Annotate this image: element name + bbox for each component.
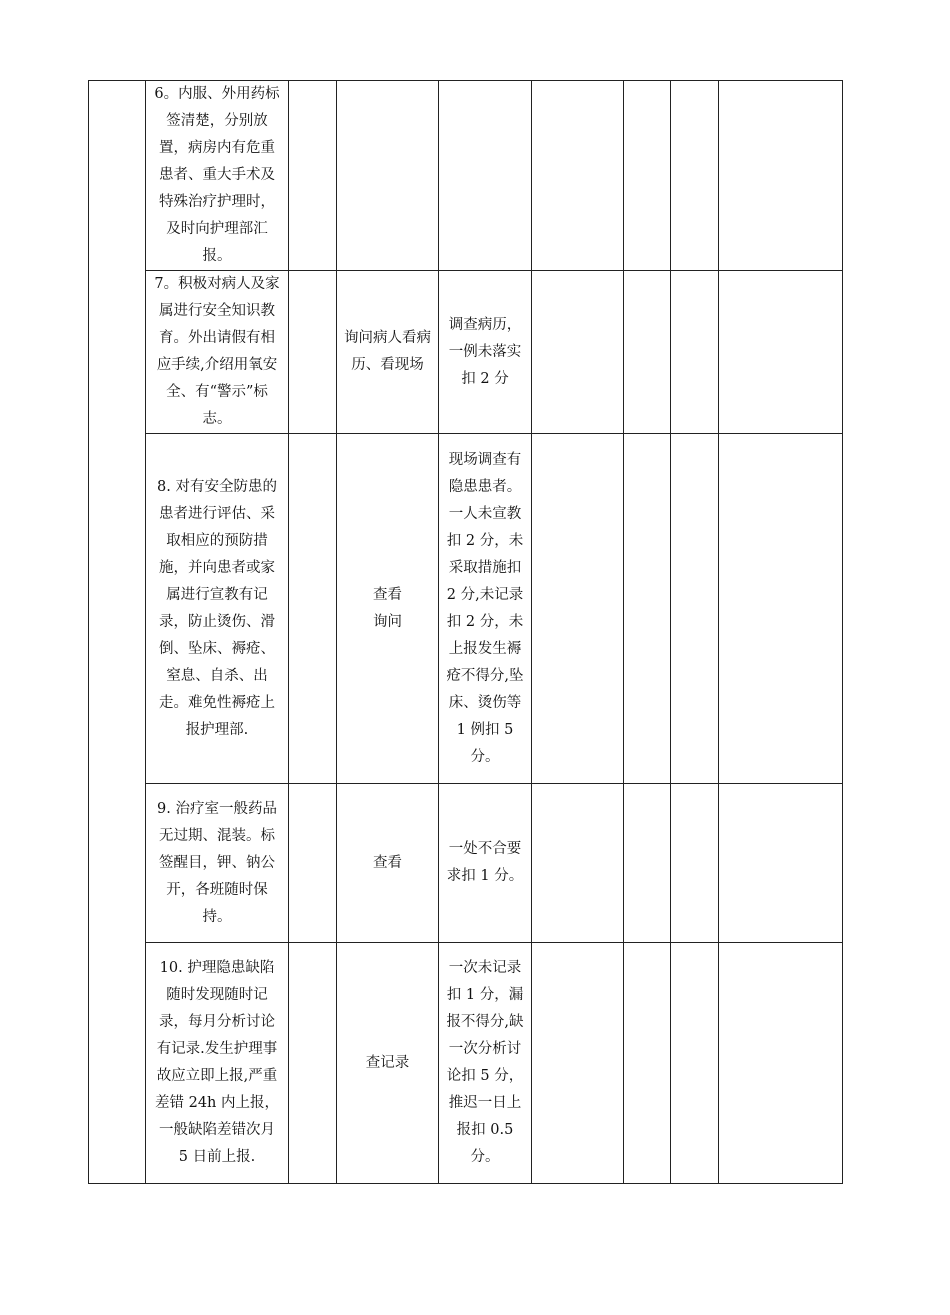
method-cell: 查记录 xyxy=(337,943,439,1184)
score-obtained-cell xyxy=(671,271,719,434)
remarks-cell xyxy=(719,784,843,943)
standard-cell: 7。积极对病人及家属进行安全知识教育。外出请假有相应手续,介绍用氧安全、有“警示”标志。 xyxy=(146,271,289,434)
deduction-cell xyxy=(624,81,671,271)
result-cell xyxy=(532,784,624,943)
deduction-cell xyxy=(624,943,671,1184)
result-cell xyxy=(532,943,624,1184)
deduction-rule-cell: 一次未记录扣 1 分，漏报不得分,缺一次分析讨论扣 5 分，推迟一日上报扣 0.5 分。 xyxy=(439,943,532,1184)
method-cell: 查看 xyxy=(337,784,439,943)
category-cell xyxy=(89,81,146,1184)
method-cell: 查看 询问 xyxy=(337,434,439,784)
table-row xyxy=(89,784,843,943)
result-cell xyxy=(532,434,624,784)
score-cell xyxy=(289,271,337,434)
remarks-cell xyxy=(719,434,843,784)
standard-cell: 9. 治疗室一般药品无过期、混装。标签醒目，钾、钠公开，各班随时保持。 xyxy=(146,784,289,943)
method-cell: 询问病人看病历、看现场 xyxy=(337,271,439,434)
table-row xyxy=(89,81,843,271)
method-cell xyxy=(337,81,439,271)
score-obtained-cell xyxy=(671,943,719,1184)
remarks-cell xyxy=(719,943,843,1184)
table-row xyxy=(89,434,843,784)
remarks-cell xyxy=(719,81,843,271)
score-obtained-cell xyxy=(671,784,719,943)
result-cell xyxy=(532,81,624,271)
standard-cell: 8. 对有安全防患的患者进行评估、采取相应的预防措施，并向患者或家属进行宣教有记录，防止烫伤、滑倒、坠床、褥疮、窒息、自杀、出走。难免性褥疮上报护理部. xyxy=(146,434,289,784)
score-cell xyxy=(289,434,337,784)
score-cell xyxy=(289,943,337,1184)
deduction-rule-cell: 现场调查有隐患患者。一人未宣教扣 2 分，未采取措施扣 2 分,未记录扣 2 分，未上报发生褥疮不得分,坠床、烫伤等 1 例扣 5 分。 xyxy=(439,434,532,784)
standard-cell: 10. 护理隐患缺陷随时发现随时记录，每月分析讨论有记录.发生护理事故应立即上报,严重差错 24h 内上报，一般缺陷差错次月 5 日前上报. xyxy=(146,943,289,1184)
remarks-cell xyxy=(719,271,843,434)
table-row xyxy=(89,943,843,1184)
deduction-rule-cell xyxy=(439,81,532,271)
deduction-rule-cell: 调查病历，一例未落实扣 2 分 xyxy=(439,271,532,434)
score-obtained-cell xyxy=(671,81,719,271)
table-row xyxy=(89,271,843,434)
result-cell xyxy=(532,271,624,434)
standard-cell: 6。内服、外用药标签清楚，分别放置，病房内有危重患者、重大手术及特殊治疗护理时，及时向护理部汇报。 xyxy=(146,81,289,271)
deduction-cell xyxy=(624,271,671,434)
score-obtained-cell xyxy=(671,434,719,784)
deduction-rule-cell: 一处不合要求扣 1 分。 xyxy=(439,784,532,943)
score-cell xyxy=(289,81,337,271)
evaluation-table xyxy=(88,80,843,1184)
deduction-cell xyxy=(624,434,671,784)
score-cell xyxy=(289,784,337,943)
deduction-cell xyxy=(624,784,671,943)
